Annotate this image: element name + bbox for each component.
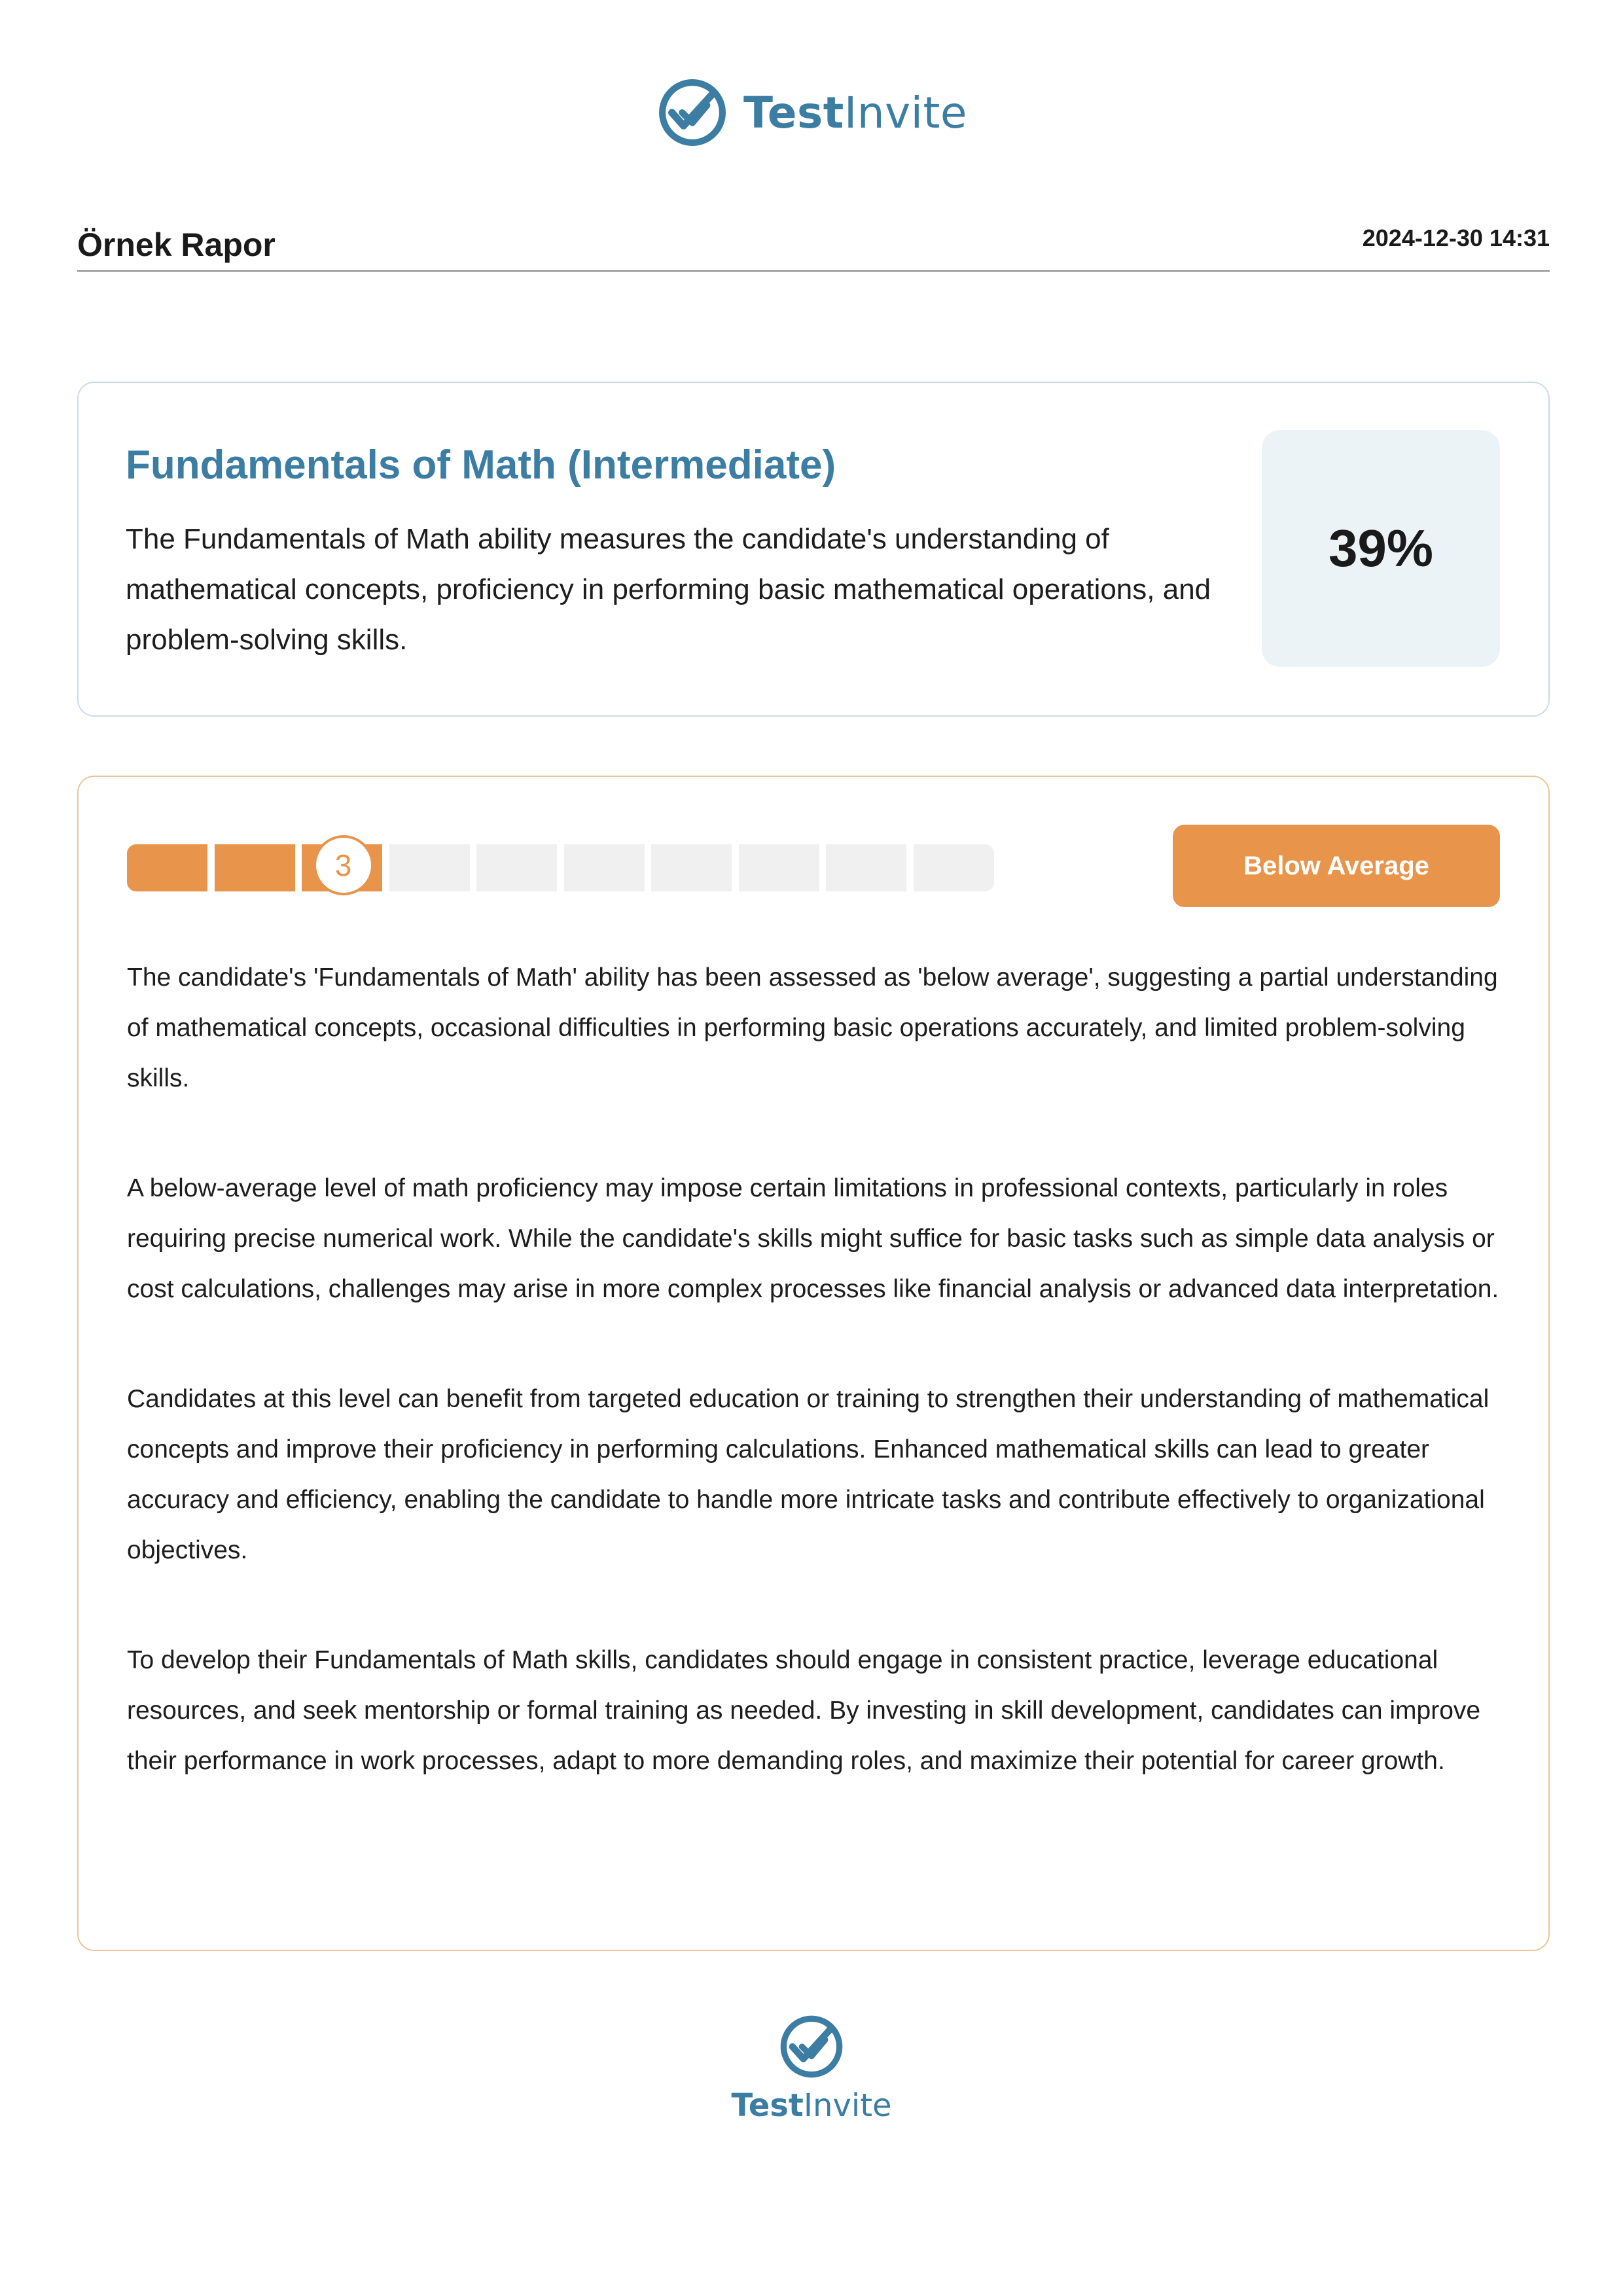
skill-title: Fundamentals of Math (Intermediate) bbox=[126, 442, 836, 488]
level-segment bbox=[215, 844, 295, 891]
level-marker: 3 bbox=[313, 835, 374, 895]
brand-logo-top bbox=[0, 73, 1623, 152]
brand-name-bold: Test bbox=[743, 87, 844, 138]
skill-description: The Fundamentals of Math ability measures the candidate's understanding of mathematical concepts, proficiency in performing basic mathematical operations, and problem-solving skills. bbox=[126, 523, 1211, 656]
check-badge-icon bbox=[777, 2013, 846, 2081]
level-progress-bar bbox=[127, 844, 997, 891]
level-segment bbox=[826, 844, 906, 891]
brand-name-bold: Test bbox=[731, 2087, 804, 2124]
brand-name-light: Invite bbox=[844, 87, 968, 138]
paragraph: The candidate's 'Fundamentals of Math' ability has been assessed as 'below average', suggesting a partial understanding of mathematical concepts, occasional difficulties in performing basic operations accurately, and limited problem-solving skills. bbox=[127, 963, 1498, 1092]
paragraph: Candidates at this level can benefit from targeted education or training to strengthen their understanding of mathematical concepts and improve their proficiency in performing calculations. Enhanced mathematical skills can lead to greater accuracy and efficiency, enabling the candidate to handle more intricate tasks and contribute effectively to organizational objectives. bbox=[127, 1385, 1489, 1564]
level-segment bbox=[127, 844, 207, 891]
report-title: Örnek Rapor bbox=[77, 226, 276, 263]
brand-wordmark bbox=[743, 88, 967, 138]
level-segment bbox=[914, 844, 994, 891]
level-segment bbox=[739, 844, 819, 891]
report-header bbox=[77, 219, 1550, 272]
score-box bbox=[1262, 430, 1500, 667]
level-segment bbox=[476, 844, 557, 891]
score-value: 39% bbox=[1328, 519, 1434, 577]
brand-logo-bottom bbox=[0, 2013, 1623, 2130]
level-segment bbox=[564, 844, 645, 891]
level-badge: Below Average bbox=[1173, 825, 1500, 907]
skill-summary-card bbox=[77, 382, 1550, 717]
paragraph: A below-average level of math proficiency may impose certain limitations in professional contexts, particularly in roles requiring precise numerical work. While the candidate's skills might suffice for basic tasks such as simple data analysis or cost calculations, challenges may arise in more complex processes like financial analysis or advanced data interpretation. bbox=[127, 1174, 1499, 1303]
level-segment bbox=[389, 844, 470, 891]
check-badge-icon bbox=[656, 76, 729, 149]
brand-name-light: Invite bbox=[803, 2087, 892, 2124]
level-segment bbox=[651, 844, 732, 891]
report-date: 2024-12-30 14:31 bbox=[1362, 224, 1550, 251]
paragraph: To develop their Fundamentals of Math skills, candidates should engage in consistent practice, leverage educational resources, and seek mentorship or formal training as needed. By investing in skill development, candidates can improve their performance in work processes, adapt to more demanding roles, and maximize their potential for career growth. bbox=[127, 1646, 1481, 1775]
brand-wordmark bbox=[731, 2087, 891, 2124]
level-description bbox=[127, 952, 1508, 1846]
level-card bbox=[77, 776, 1550, 1951]
